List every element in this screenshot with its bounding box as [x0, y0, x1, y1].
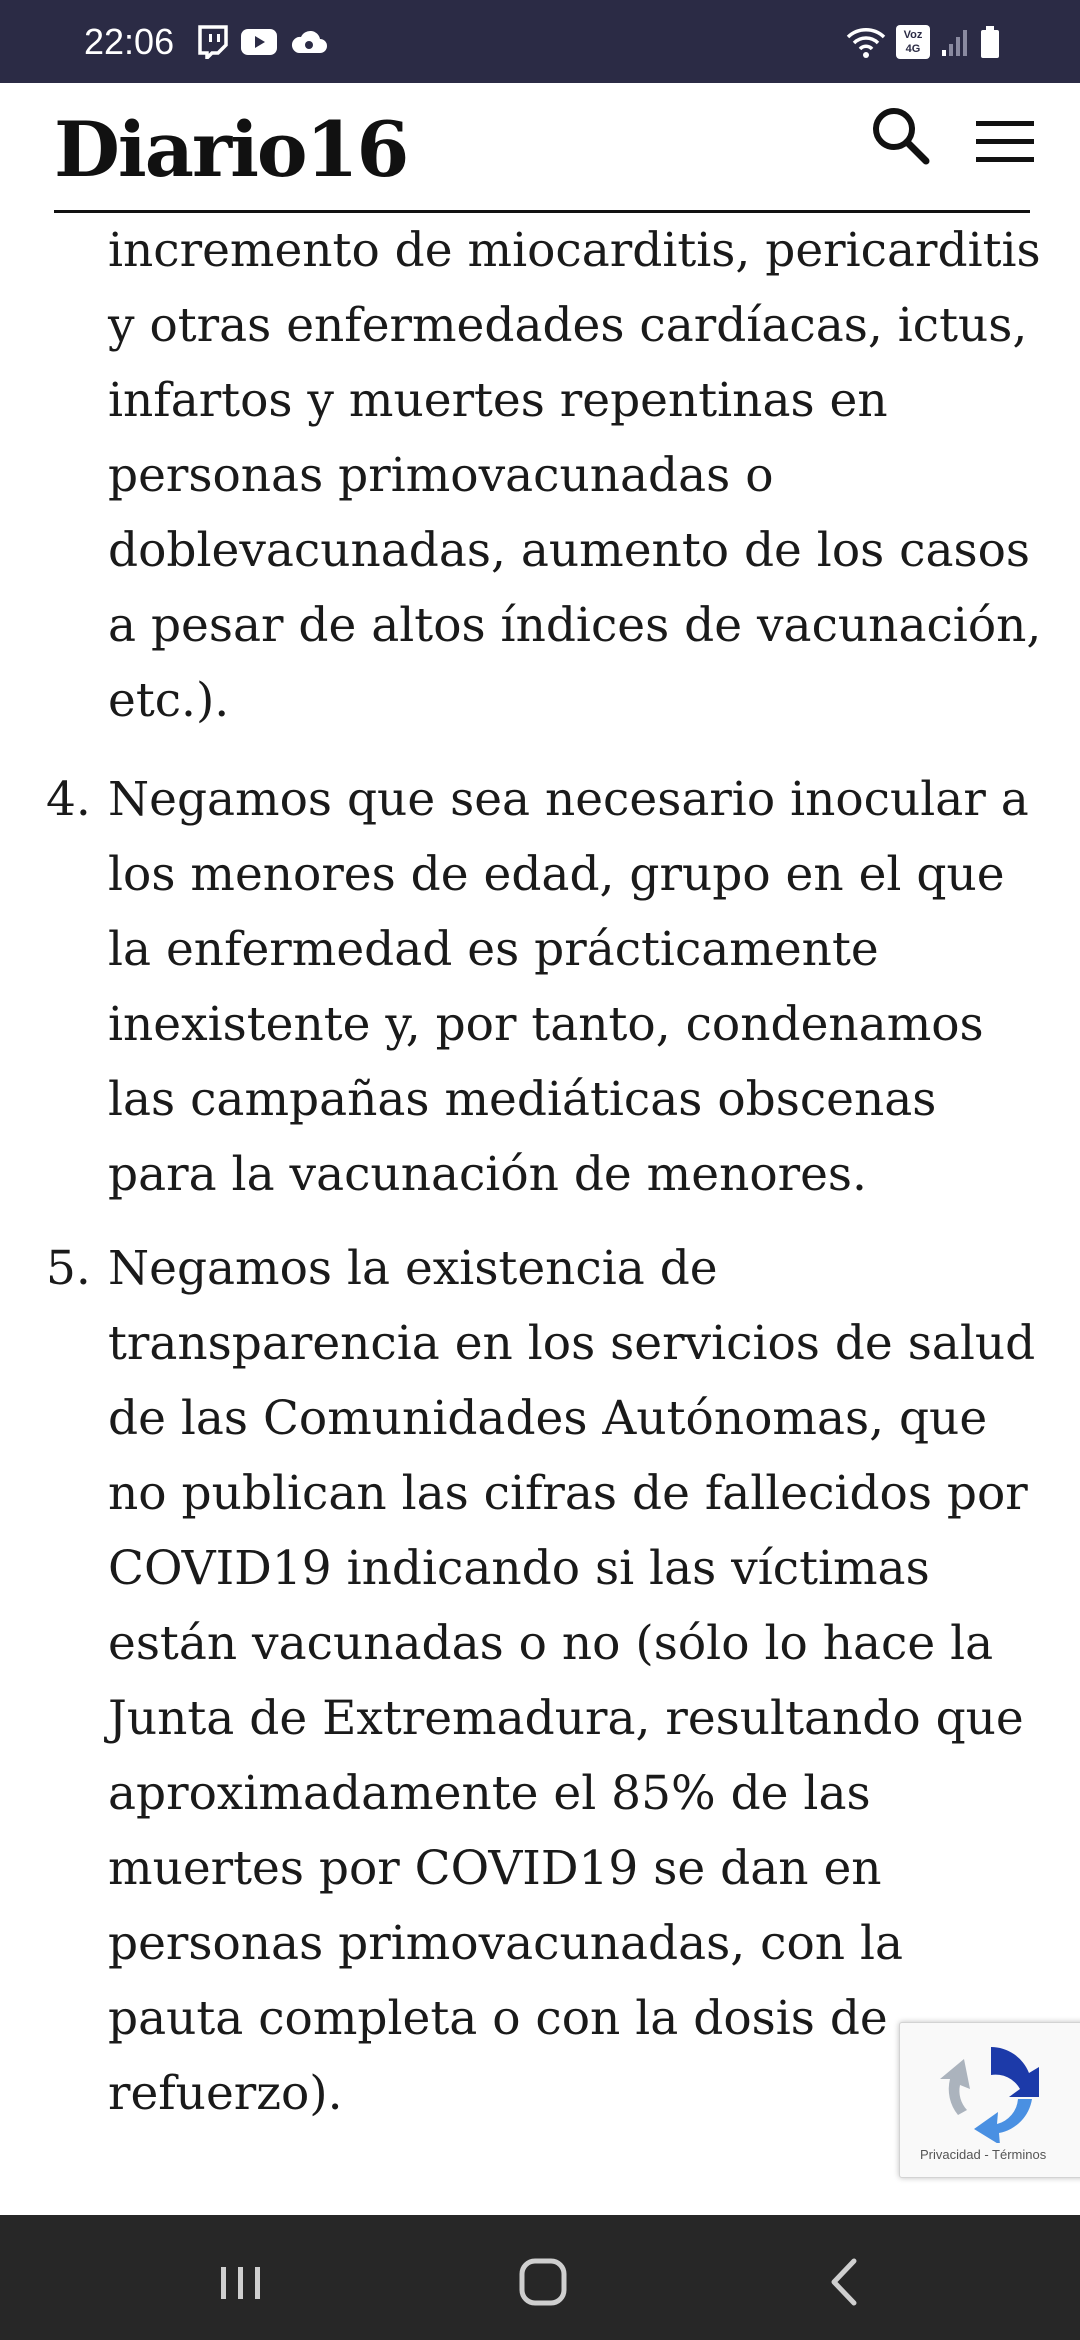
recaptcha-links	[920, 2147, 1046, 2162]
status-time: 22:06	[84, 21, 175, 62]
article-body	[0, 213, 1080, 2215]
list-item-continuation: incremento de miocarditis, pericarditis y otras enfermedades cardíacas, ictus, infartos y muertes repentinas en personas primovacunadas o doblevacunadas, aumento de los casos a pesar de altos índices de vacunación, etc.).	[108, 223, 1042, 728]
twitch-icon	[196, 25, 228, 59]
list-item-number: 4.	[46, 772, 91, 827]
recaptcha-icon	[936, 2033, 1046, 2143]
wifi-icon	[846, 25, 886, 59]
status-bar	[0, 0, 1080, 83]
site-header	[0, 83, 1080, 213]
home-button[interactable]	[508, 2247, 578, 2317]
search-button[interactable]	[866, 101, 936, 171]
recaptcha-badge[interactable]	[899, 2022, 1080, 2178]
back-icon	[810, 2247, 880, 2317]
hamburger-menu-icon	[970, 107, 1040, 177]
recaptcha-terms-link[interactable]: Términos	[992, 2147, 1047, 2162]
volte-4g-icon	[896, 25, 930, 59]
list-item-text: Negamos que sea necesario inocular a los menores de edad, grupo en el que la enfermedad es prácticamente inexistente y, por tanto, condenamos las campañas mediáticas obscenas para la vacunación de menores.	[108, 772, 1029, 1202]
recaptcha-privacy-link[interactable]: Privacidad	[920, 2147, 981, 2162]
system-icons	[846, 22, 1000, 62]
recent-apps-icon	[206, 2247, 276, 2317]
cloud-icon	[290, 27, 328, 57]
notification-icons	[196, 24, 328, 60]
network-badge-top: Voz	[903, 29, 923, 41]
recaptcha-separator: -	[980, 2147, 993, 2162]
back-button[interactable]	[810, 2247, 880, 2317]
network-badge-bottom: 4G	[905, 43, 921, 55]
home-icon	[508, 2247, 578, 2317]
youtube-icon	[240, 27, 278, 57]
recent-apps-button[interactable]	[206, 2247, 276, 2317]
navigation-bar	[0, 2215, 1080, 2340]
search-icon	[866, 101, 936, 171]
battery-icon	[980, 25, 1000, 59]
site-logo[interactable]: Diario16	[54, 105, 408, 194]
list-item-text: Negamos la existencia de transparencia en los servicios de salud de las Comunidades Autónomas, que no publican las cifras de fallecidos por COVID19 indicando si las víctimas están vacunadas o no (sólo lo hace la Junta de Extremadura, resultando que aproximadamente el 85% de las muertes por COVID19 se dan en personas primovacunadas, con la pauta completa o con la dosis de refuerzo).	[108, 1241, 1036, 2121]
signal-icon	[940, 26, 970, 58]
menu-button[interactable]	[970, 107, 1040, 177]
list-item-number: 5.	[46, 1241, 91, 1296]
